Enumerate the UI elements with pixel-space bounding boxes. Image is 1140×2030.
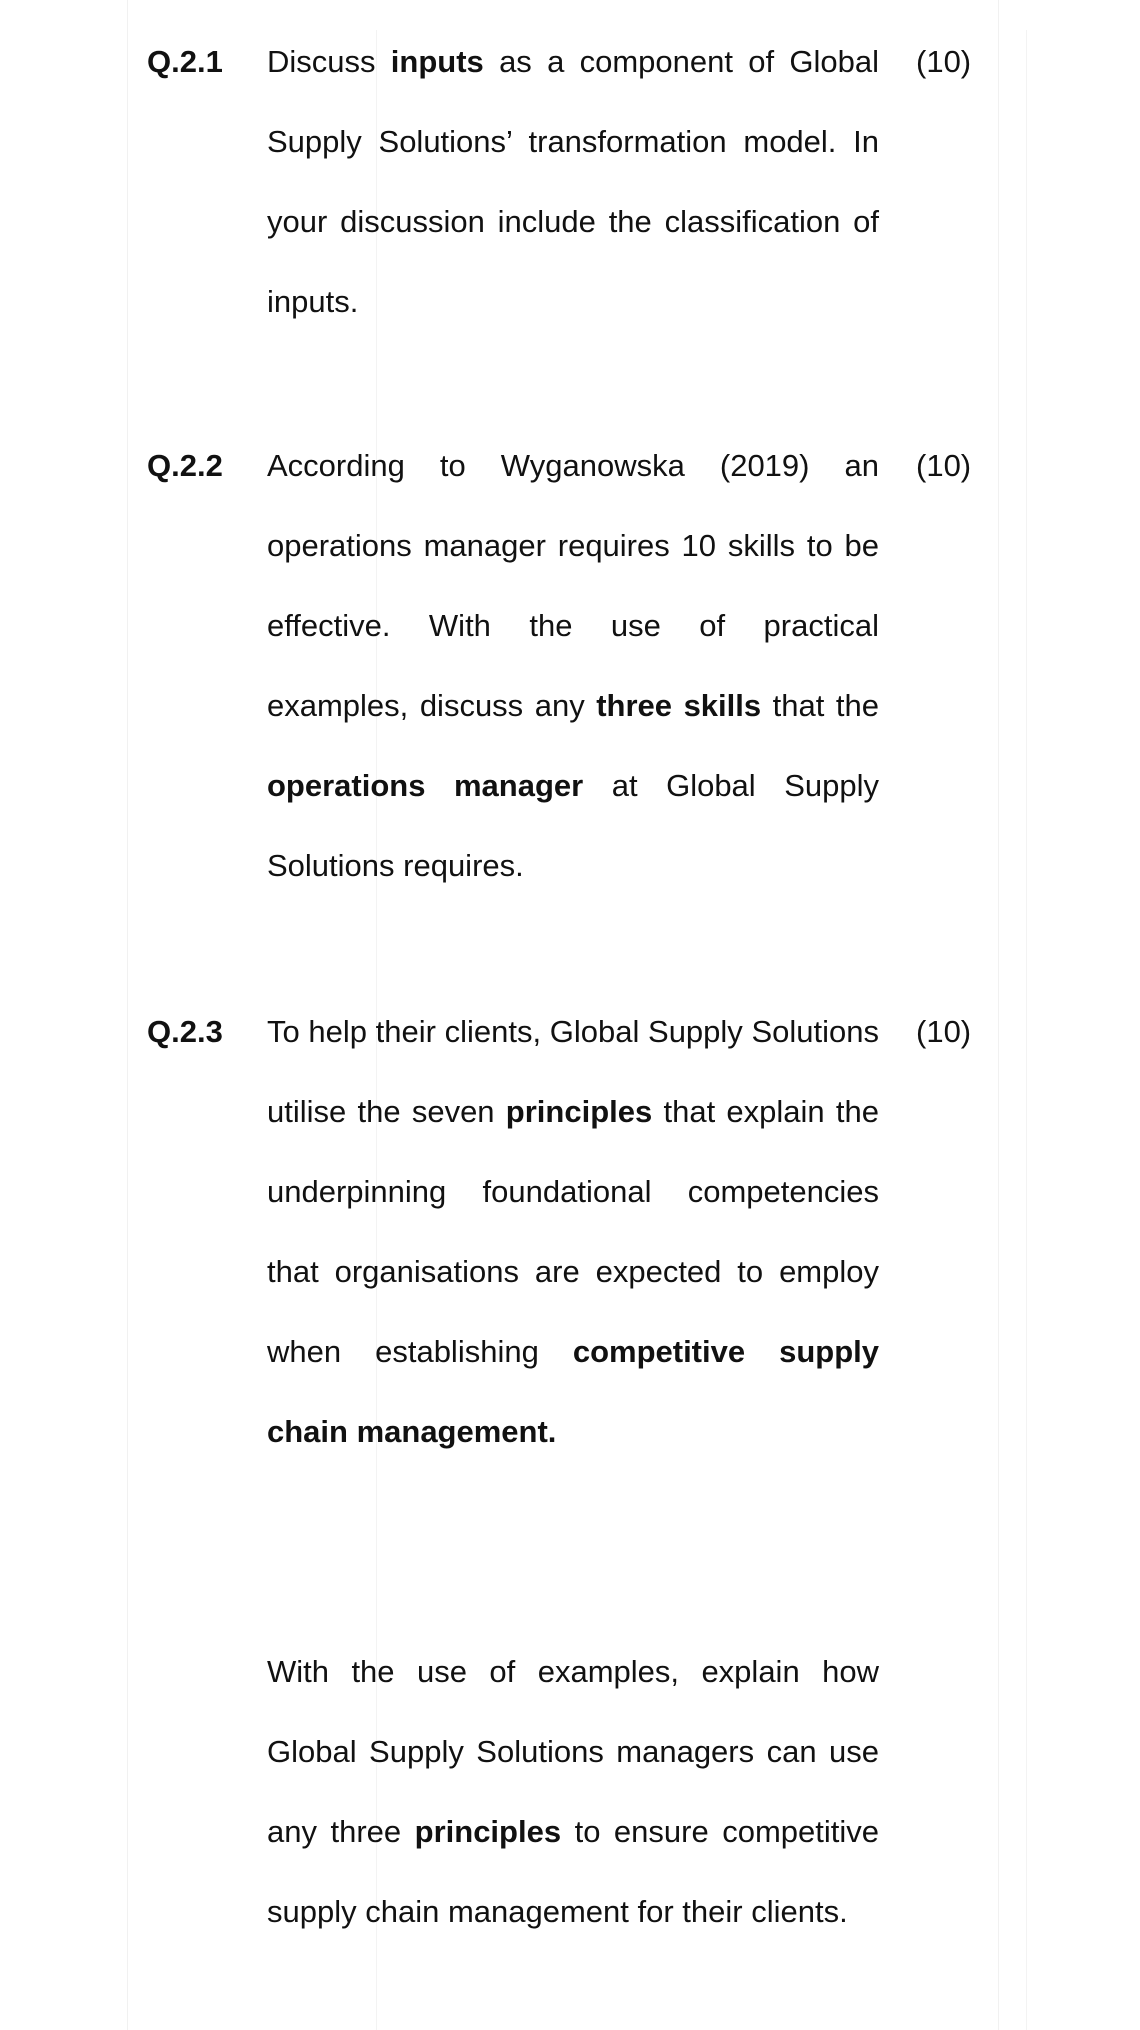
question-text-part: According to Wyganowska (2019) an operations manager requires 10 skills to be effective. With the use of practical examples, discuss any [267,448,879,723]
question-marks: (10) [916,448,972,483]
question-text-part: that explain the underpinning foundational competencies that organisations are expected to employ when establishing [267,1094,879,1369]
question-number: Q.2.3 [147,1014,223,1049]
question-text-part: With the use of examples, explain how Global Supply Solutions managers can use any three [267,1654,879,1849]
question-text-bold: principles [505,1094,653,1129]
question-text-bold: inputs [390,44,484,79]
question-text-bold: principles [414,1814,562,1849]
question-text [267,22,879,342]
question-text [267,992,879,1472]
question-text-part: To help their clients, Global Supply Solutions utilise the seven [267,1014,879,1129]
column-divider-right [1026,30,1027,2030]
question-marks: (10) [916,44,972,79]
followup-text [267,1632,879,1952]
question-text-part: as a component of Global Supply Solutions’ transformation model. In your discussion include the classification of inputs. [267,44,879,319]
question-text-bold: three skills [596,688,762,723]
question-text-part: that the [761,688,880,723]
question-text-part: to ensure competitive supply chain management for their clients. [267,1814,879,1929]
question-text-part: at Global Supply Solutions requires. [267,768,879,883]
question-text-bold: operations manager [267,768,584,803]
question-text-bold: competitive supply chain management. [267,1334,879,1449]
question-text-part: Discuss [267,44,391,79]
question-number: Q.2.1 [147,44,223,79]
question-number: Q.2.2 [147,448,223,483]
question-marks: (10) [916,1014,972,1049]
question-text [267,426,879,906]
